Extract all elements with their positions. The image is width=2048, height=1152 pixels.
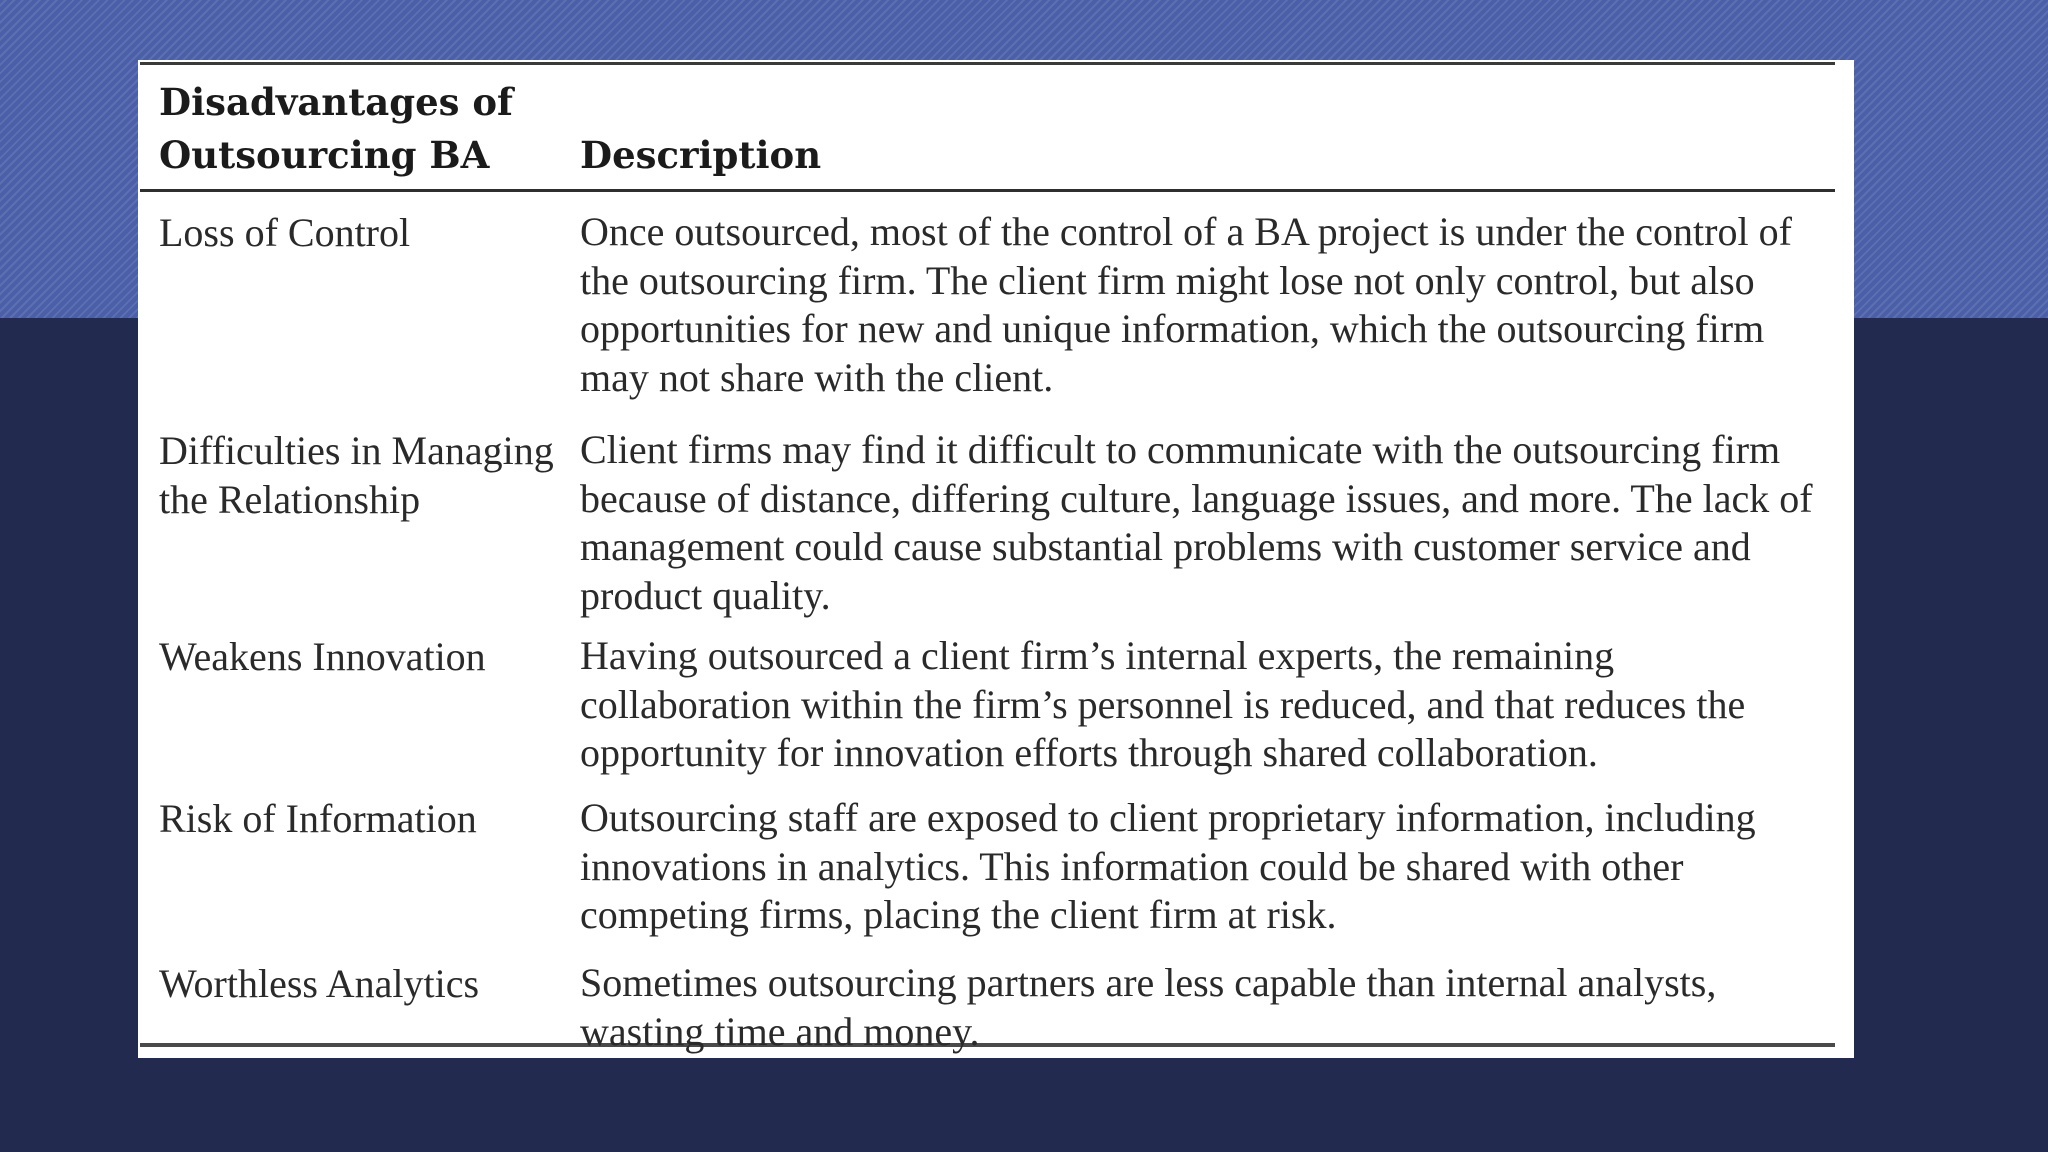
row-description: Sometimes outsourcing partners are less capable than internal analysts, wasting time and money.: [580, 960, 1717, 1054]
table-row: [140, 620, 1835, 781]
row-disadvantage: Risk of Information: [159, 796, 477, 841]
row-disadvantage: Worthless Analytics: [159, 961, 480, 1006]
table-header-row: [140, 65, 1835, 192]
table-row: [140, 408, 1835, 620]
table-row: [140, 944, 1835, 1054]
table-row: [140, 192, 1835, 408]
row-disadvantage: Loss of Control: [159, 210, 411, 255]
table-bottom-rule: [140, 1043, 1835, 1047]
row-description: Once outsourced, most of the control of a BA project is under the control of the outsourcing firm. The client firm might lose not only control, but also opportunities for new and unique information, which the outsourcing firm may not share with the client.: [580, 209, 1792, 400]
table-row: [140, 781, 1835, 944]
header-description: Description: [580, 133, 822, 177]
row-disadvantage: Difficulties in Managing the Relationship: [159, 428, 554, 522]
table-body: [140, 192, 1835, 1054]
row-description: Client firms may find it difficult to communicate with the outsourcing firm because of distance, differing culture, language issues, and more. The lack of management could cause substantial problems with customer service and product quality.: [580, 427, 1813, 618]
row-description: Outsourcing staff are exposed to client proprietary information, including innovations in analytics. This information could be shared with other competing firms, placing the client firm at risk.: [580, 795, 1756, 937]
row-description: Having outsourced a client firm’s internal experts, the remaining collaboration within the firm’s personnel is reduced, and that reduces the opportunity for innovation efforts through shared collaboration.: [580, 633, 1746, 775]
header-disadvantages: Disadvantages of Outsourcing BA: [159, 80, 513, 177]
row-disadvantage: Weakens Innovation: [159, 634, 486, 679]
disadvantages-table: [138, 60, 1854, 1058]
table-inner: [140, 62, 1835, 1054]
